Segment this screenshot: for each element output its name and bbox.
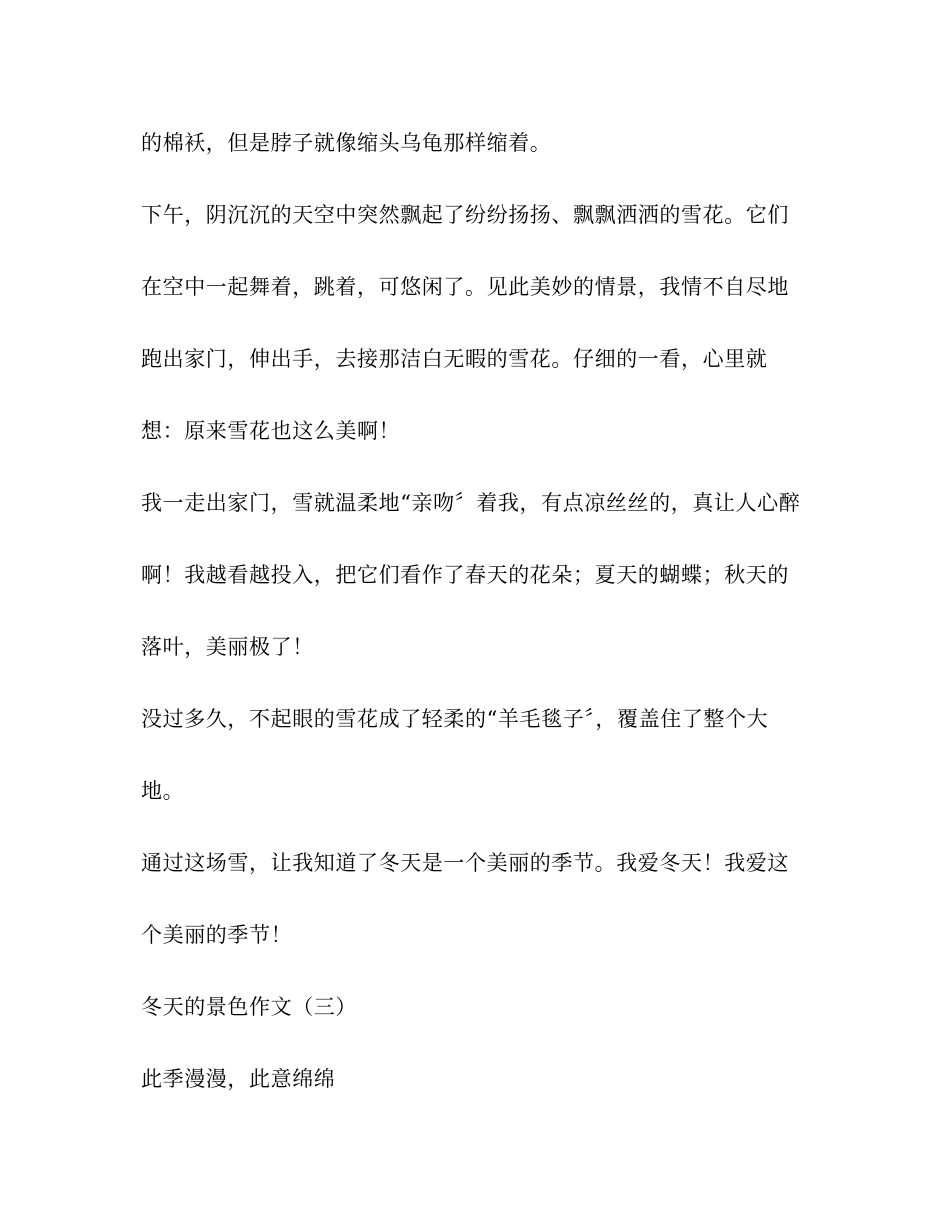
text-line: 跑出家门，伸出手，去接那洁白无暇的雪花。仔细的一看，心里就 [141, 347, 768, 371]
essay-title: 此季漫漫，此意绵绵 [141, 1067, 336, 1091]
text-line: 落叶，美丽极了！ [141, 635, 314, 659]
text-line: 想：原来雪花也这么美啊！ [141, 419, 401, 443]
text-line: 的棉袄，但是脖子就像缩头乌龟那样缩着。 [141, 131, 552, 155]
text-line: 我一走出家门，雪就温柔地“亲吻〞着我，有点凉丝丝的，真让人心醉 [141, 491, 801, 515]
text-line: 啊！我越看越投入，把它们看作了春天的花朵；夏天的蝴蝶；秋天的 [141, 563, 789, 587]
text-line: 地。 [141, 779, 185, 803]
text-line: 下午，阴沉沉的天空中突然飘起了纷纷扬扬、飘飘洒洒的雪花。它们 [141, 203, 789, 227]
text-line: 没过多久，不起眼的雪花成了轻柔的“羊毛毯子〞，覆盖住了整个大 [141, 707, 769, 731]
text-line: 在空中一起舞着，跳着，可悠闲了。见此美妙的情景，我情不自尽地 [141, 275, 789, 299]
section-heading: 冬天的景色作文（三） [141, 995, 357, 1019]
text-line: 通过这场雪，让我知道了冬天是一个美丽的季节。我爱冬天！我爱这 [141, 851, 789, 875]
text-line: 个美丽的季节！ [141, 923, 293, 947]
